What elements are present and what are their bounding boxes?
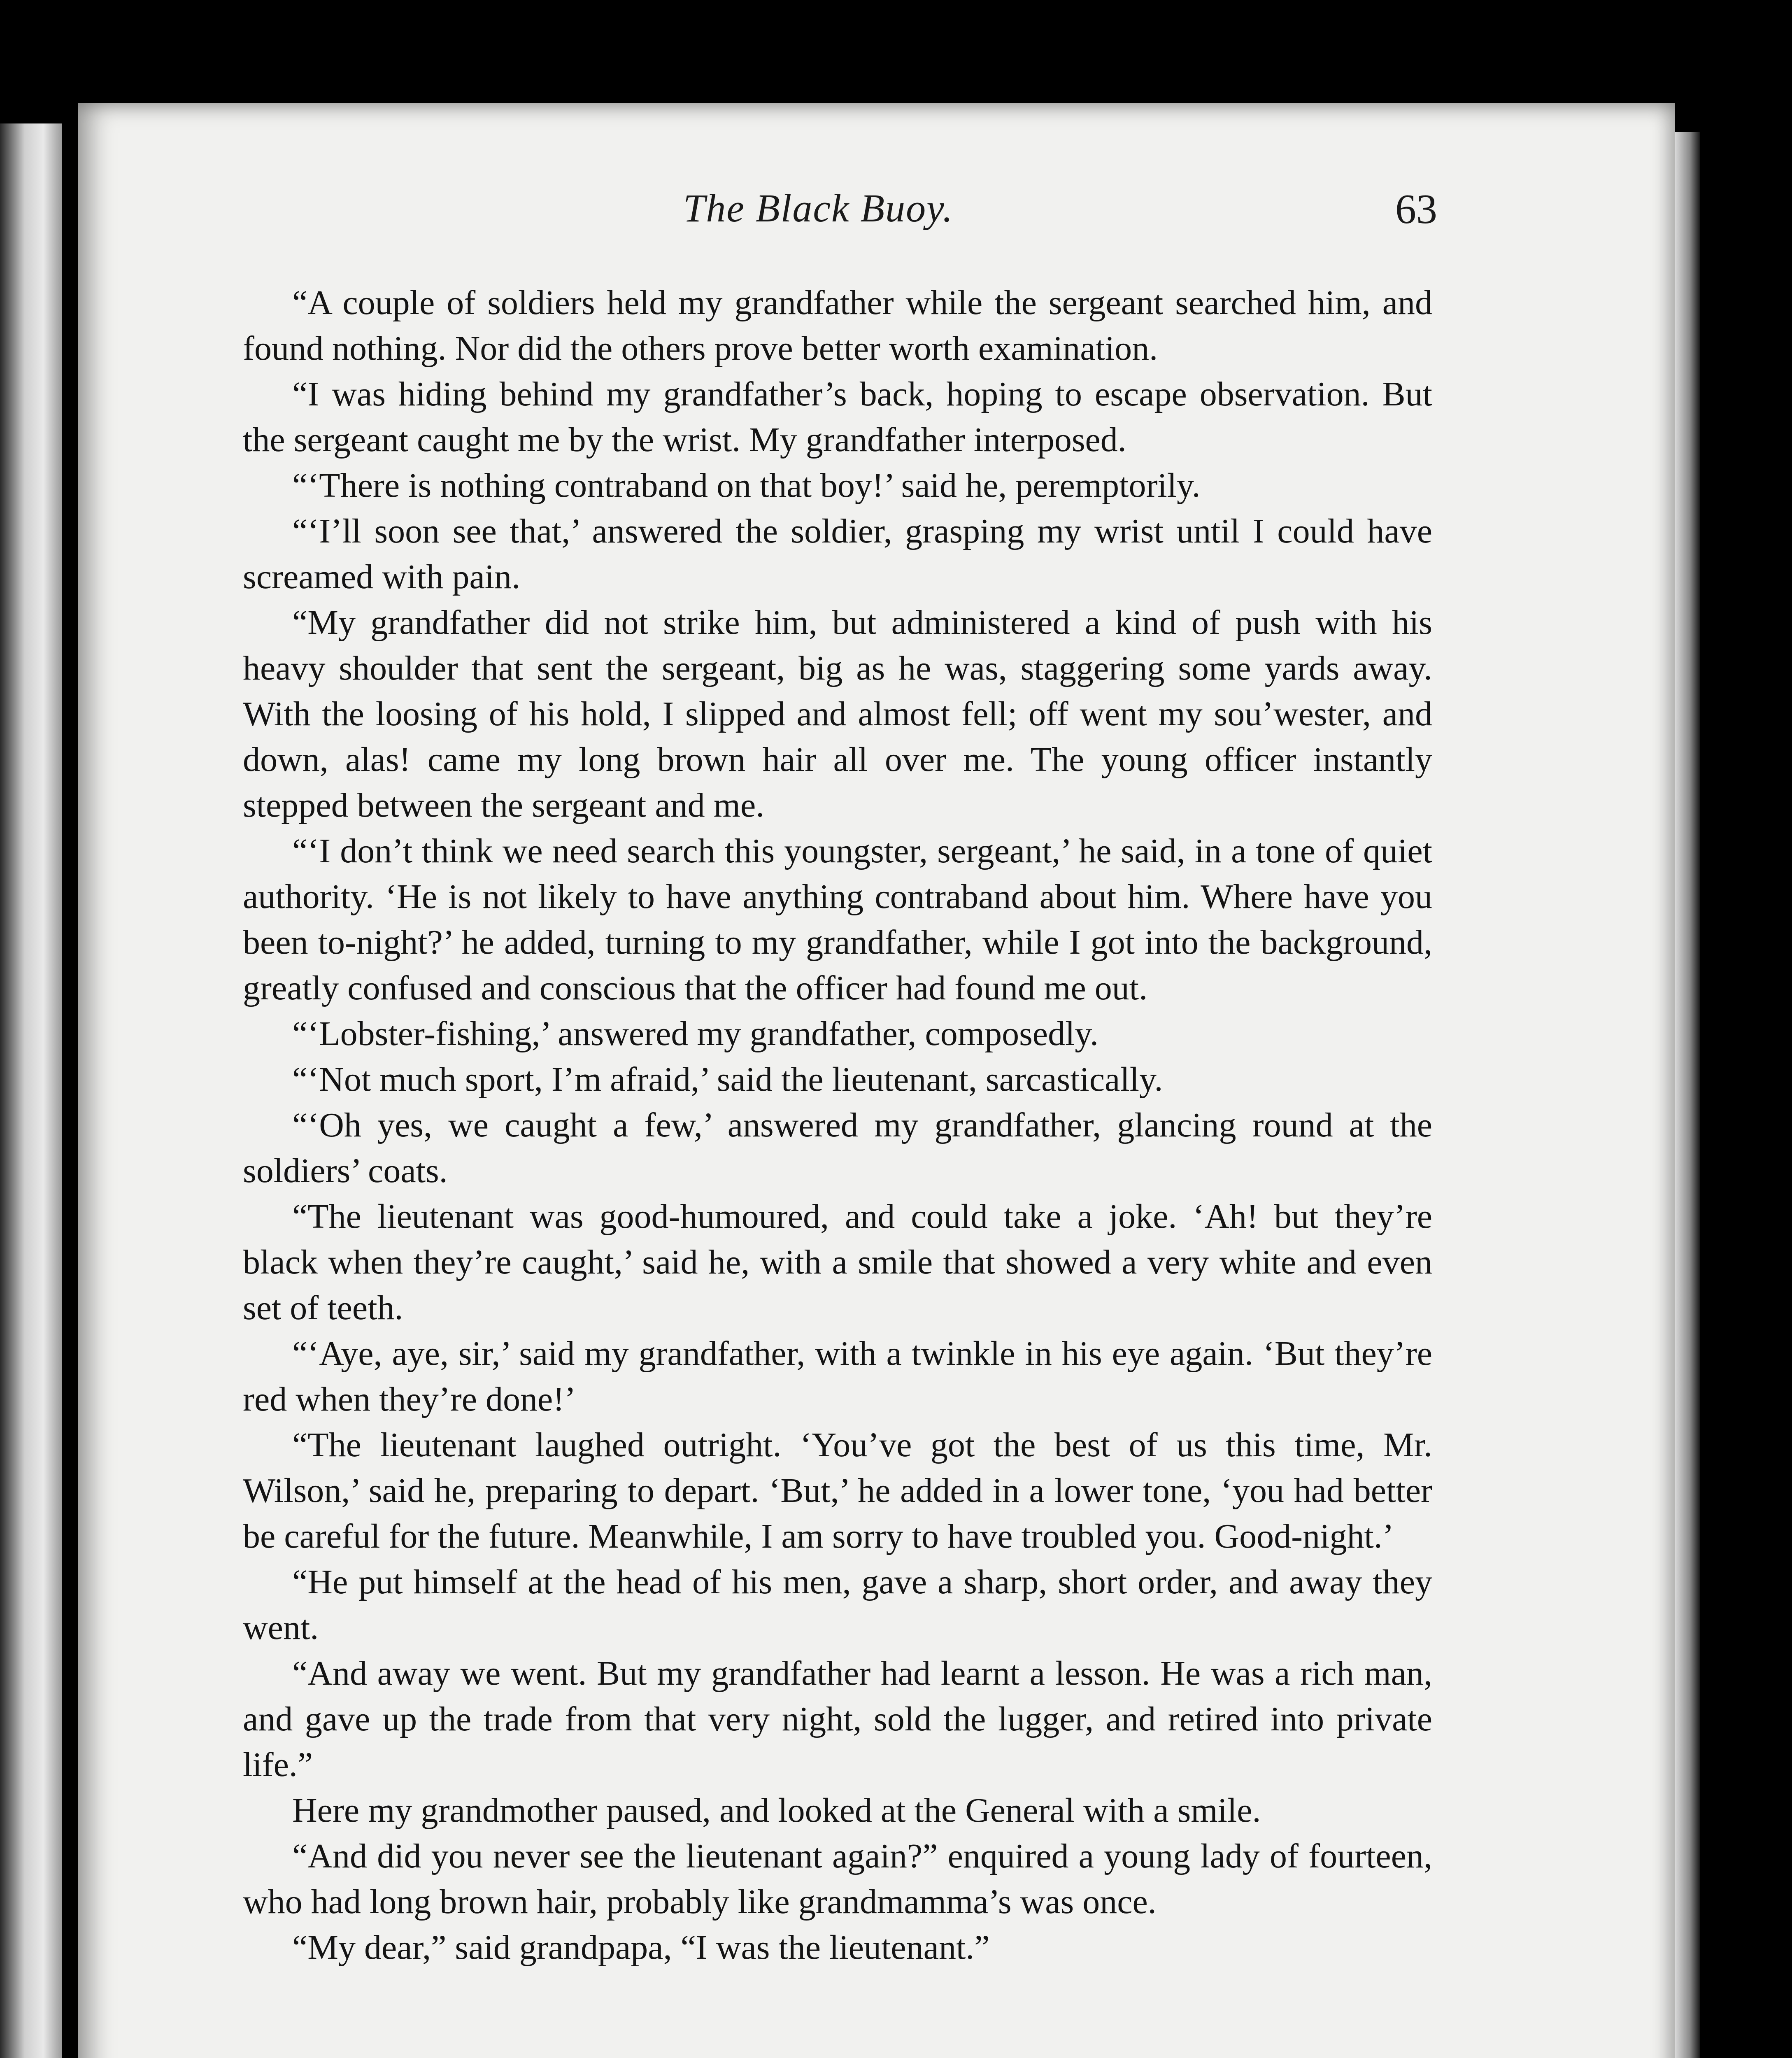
left-page-edge (0, 123, 62, 2058)
paragraph: “I was hiding behind my grandfather’s back, hoping to escape observation. But the sergeant caught me by the wrist. My grandfather interposed. (243, 375, 1432, 459)
running-head (0, 185, 1792, 268)
paragraph: “‘Lobster-fishing,’ answered my grandfather, composedly. (292, 1015, 1098, 1053)
paragraph: “‘I’ll soon see that,’ answered the soldier, grasping my wrist until I could have screamed with pain. (243, 512, 1432, 596)
paragraph: “He put himself at the head of his men, gave a sharp, short order, and away they went. (243, 1563, 1432, 1647)
body-text (243, 280, 1432, 1970)
paragraph: “‘Oh yes, we caught a few,’ answered my grandfather, glancing round at the soldiers’ coats. (243, 1106, 1432, 1190)
paragraph: “‘Aye, aye, sir,’ said my grandfather, with a twinkle in his eye again. ‘But they’re red when they’re done!’ (243, 1334, 1432, 1418)
page-number: 63 (1395, 186, 1437, 233)
paragraph: “My grandfather did not strike him, but administered a kind of push with his heavy shoulder that sent the sergeant, big as he was, staggering some yards away. With the loosing of his hold, I slipped and almost fell; off went my sou’wester, and down, alas! came my long brown hair all over me. The young officer instantly stepped between the sergeant and me. (243, 603, 1432, 824)
paragraph: “And did you never see the lieutenant again?” enquired a young lady of fourteen, who had long brown hair, probably like grandmamma’s was once. (243, 1837, 1432, 1921)
paragraph: Here my grandmother paused, and looked at the General with a smile. (292, 1791, 1261, 1830)
paragraph: “‘I don’t think we need search this youngster, sergeant,’ he said, in a tone of quiet authority. ‘He is not likely to have anything contraband about him. Where have you been to-night?’ he added, turning to my grandfather, while I got into the background, greatly confused and conscious that the officer had found me out. (243, 832, 1432, 1007)
paragraph: “The lieutenant was good-humoured, and could take a joke. ‘Ah! but they’re black when they’re caught,’ said he, with a smile that showed a very white and even set of teeth. (243, 1197, 1432, 1327)
paragraph: “A couple of soldiers held my grandfather while the sergeant searched him, and found nothing. Nor did the others prove better worth examination. (243, 284, 1432, 368)
running-title: The Black Buoy. (683, 186, 954, 230)
paragraph: “The lieutenant laughed outright. ‘You’ve got the best of us this time, Mr. Wilson,’ said he, preparing to depart. ‘But,’ he added in a lower tone, ‘you had better be careful for the future. Meanwhile, I am sorry to have troubled you. Good-night.’ (243, 1426, 1432, 1555)
paragraph: “And away we went. But my grandfather had learnt a lesson. He was a rich man, and gave up the trade from that very night, sold the lugger, and retired into private life.” (243, 1654, 1432, 1784)
paragraph: “‘There is nothing contraband on that boy!’ said he, peremptorily. (292, 466, 1201, 505)
paragraph: “My dear,” said grandpapa, “I was the lieutenant.” (292, 1928, 990, 1967)
right-page-edge (1675, 132, 1700, 2058)
paragraph: “‘Not much sport, I’m afraid,’ said the lieutenant, sarcastically. (292, 1060, 1163, 1099)
